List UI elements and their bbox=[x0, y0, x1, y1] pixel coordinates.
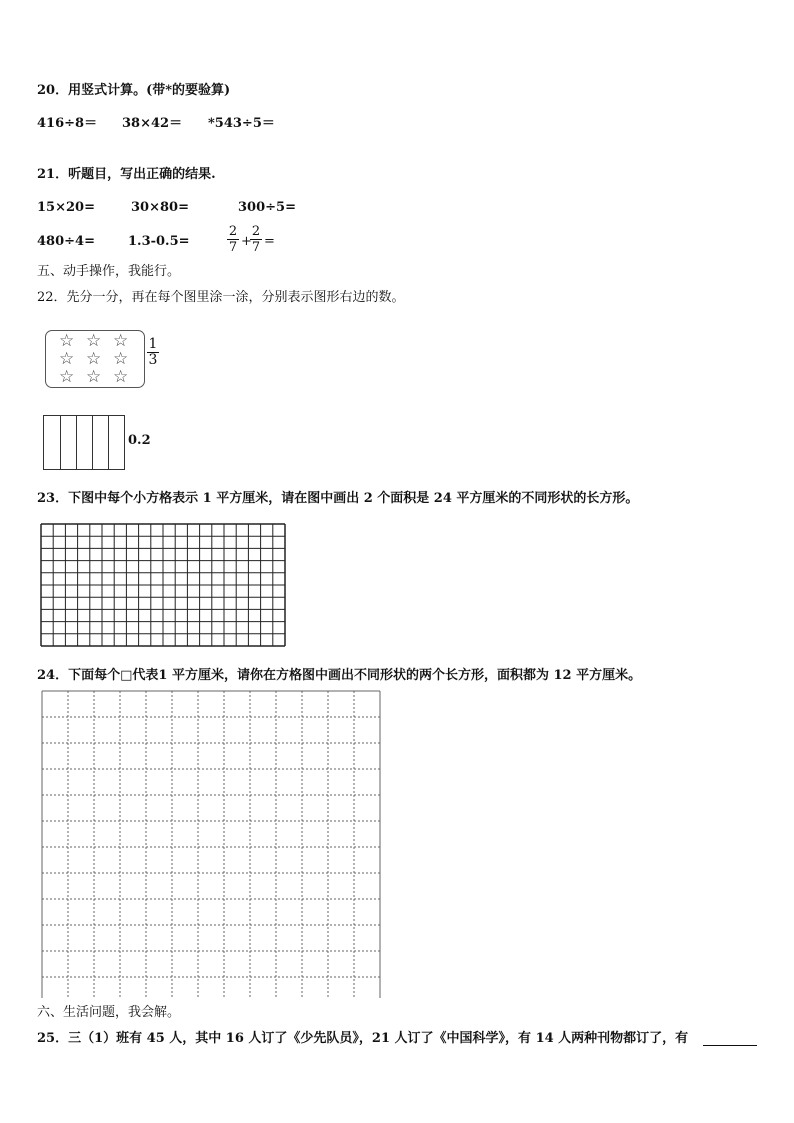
q22-decimal-label: 0.2 bbox=[128, 433, 151, 448]
q20-heading: 20．用竖式计算。(带*的要验算) bbox=[37, 83, 231, 98]
star-icon: ☆ bbox=[59, 367, 75, 387]
q21-fraction-2-numerator: 2 bbox=[251, 224, 261, 239]
q21-fraction-plus: + bbox=[241, 234, 252, 249]
section6-title: 六、生活问题，我会解。 bbox=[37, 1005, 181, 1020]
q21-item-5: 1.3-0.5= bbox=[128, 234, 190, 249]
star-icon: ☆ bbox=[86, 331, 102, 351]
q23-heading: 23．下图中每个小方格表示 1 平方厘米，请在图中画出 2 个面积是 24 平方厘米的不同形状的长方形。 bbox=[37, 491, 639, 506]
q22-fraction-denominator: 3 bbox=[148, 352, 158, 368]
rectangle-divider bbox=[44, 416, 109, 469]
section5-title: 五、动手操作，我能行。 bbox=[37, 264, 181, 279]
q21-item-4: 480÷4= bbox=[37, 234, 95, 249]
five-part-rectangle bbox=[43, 415, 125, 470]
q20-item-3: *543÷5＝ bbox=[208, 116, 275, 131]
q22-fraction bbox=[147, 337, 159, 368]
q22-fraction-numerator: 1 bbox=[148, 336, 158, 352]
q21-item-3: 300÷5= bbox=[238, 200, 296, 215]
star-icon: ☆ bbox=[86, 349, 102, 369]
star-icon: ☆ bbox=[113, 367, 129, 387]
q22-heading: 22．先分一分，再在每个图里涂一涂，分别表示图形右边的数。 bbox=[37, 290, 405, 305]
q21-fraction-1-numerator: 2 bbox=[228, 224, 238, 239]
q25-text: 25．三（1）班有 45 人，其中 16 人订了《少先队员》，21 人订了《中国科学》，有 14 人两种刊物都订了，有 bbox=[37, 1031, 689, 1046]
q24-dashed-grid bbox=[41, 690, 381, 998]
q21-fraction-1 bbox=[227, 224, 239, 255]
q21-fraction-2 bbox=[250, 224, 262, 255]
q21-item-1: 15×20= bbox=[37, 200, 95, 215]
star-icon: ☆ bbox=[59, 331, 75, 351]
q20-item-1: 416÷8＝ bbox=[37, 116, 98, 131]
star-icon: ☆ bbox=[59, 349, 75, 369]
star-group-box bbox=[45, 330, 145, 388]
star-icon: ☆ bbox=[113, 349, 129, 369]
q21-fraction-equals: = bbox=[264, 234, 275, 249]
q21-fraction-1-denominator: 7 bbox=[228, 240, 238, 255]
q25-answer-blank[interactable] bbox=[703, 1045, 757, 1046]
q21-item-2: 30×80= bbox=[131, 200, 189, 215]
q21-fraction-2-denominator: 7 bbox=[251, 240, 261, 255]
q21-heading: 21．听题目，写出正确的结果. bbox=[37, 167, 216, 182]
q20-item-2: 38×42＝ bbox=[122, 116, 183, 131]
q24-heading: 24．下面每个□代表1 平方厘米，请你在方格图中画出不同形状的两个长方形，面积都为 12 平方厘米。 bbox=[37, 668, 642, 683]
q23-solid-grid bbox=[40, 523, 286, 647]
star-icon: ☆ bbox=[113, 331, 129, 351]
star-icon: ☆ bbox=[86, 367, 102, 387]
